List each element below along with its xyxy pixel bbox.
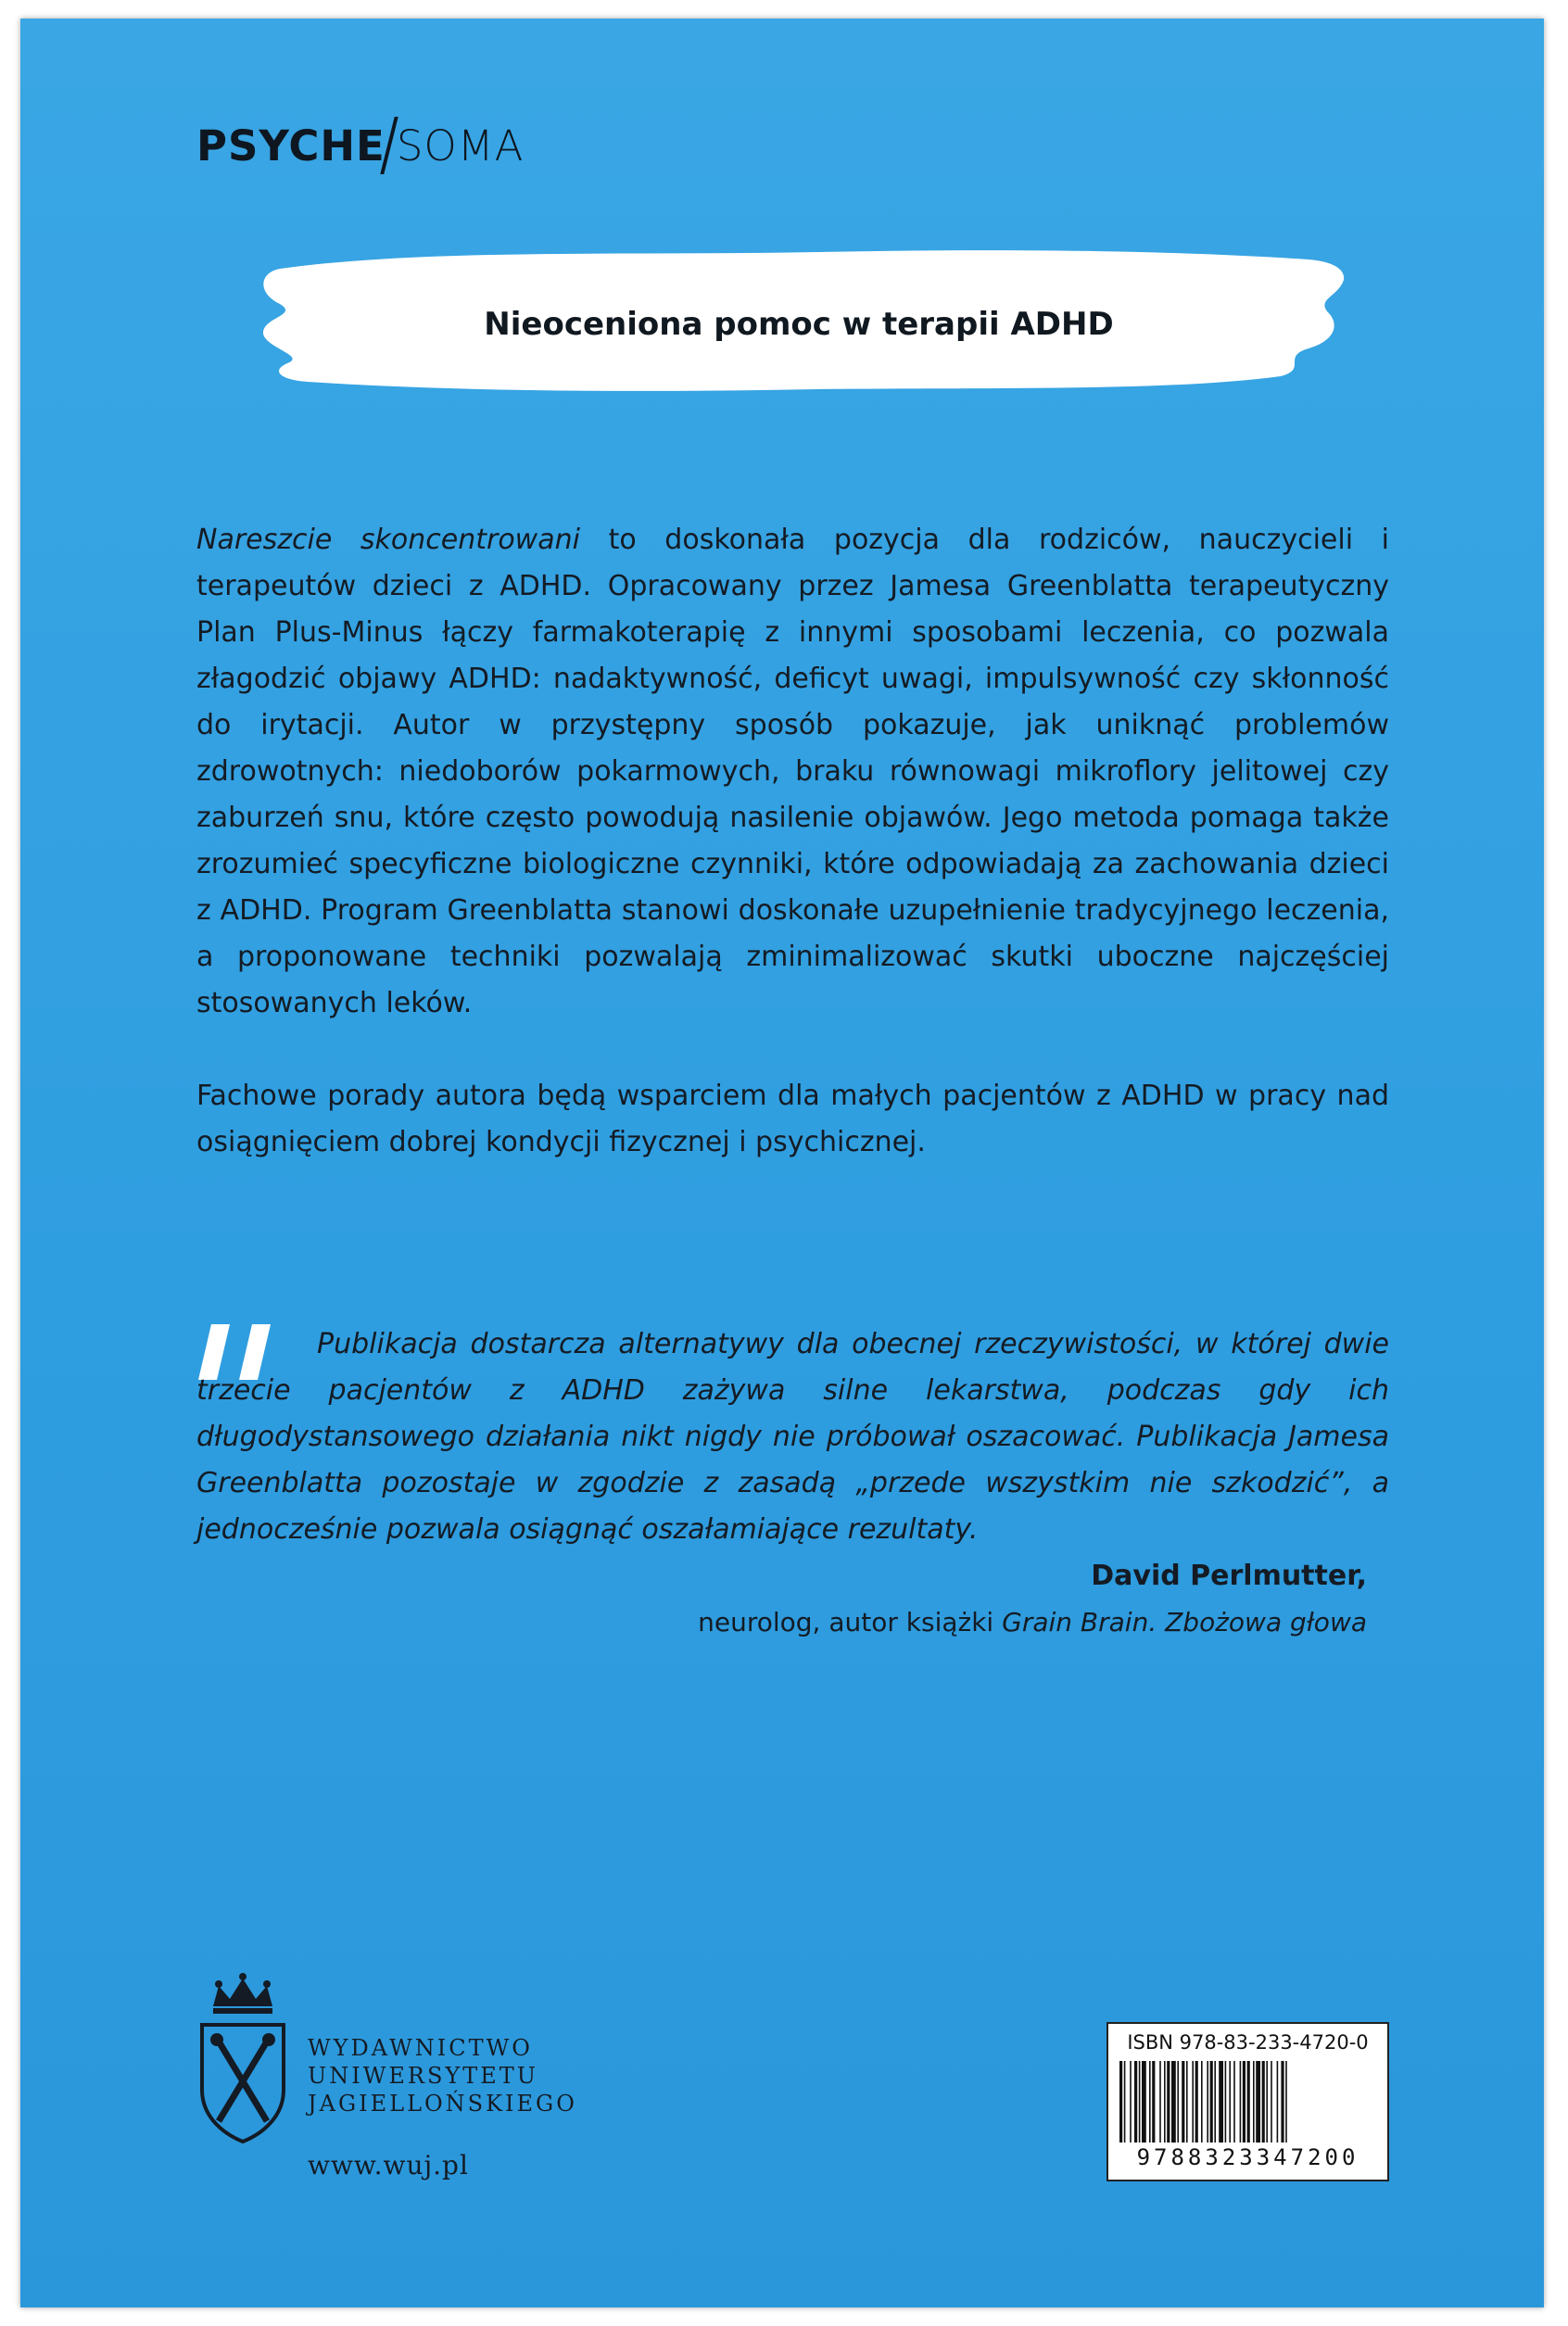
barcode-bar [1266,2061,1268,2143]
testimonial-author: David Perlmutter, [1091,1560,1367,1592]
isbn-label: ISBN 978-83-233-4720-0 [1127,2031,1369,2054]
barcode-bar [1159,2061,1161,2143]
barcode-bar [1130,2061,1132,2143]
barcode-bar [1214,2061,1216,2143]
barcode-bar [1195,2061,1198,2143]
description-paragraph-1-text: to doskonała pozycja dla rodziców, nauczycieli i terapeutów dzieci z ADHD. Opracowany przez Jamesa Greenblatta terapeutyczny Plan Plus-Minus łączy farmakoterapię z innymi sposobami leczenia, co pozwala złagodzić objawy ADHD: nadaktywność, deficyt uwagi, impulsywność czy skłonność do irytacji. Autor w przystępny sposób pokazuje, jak uniknąć problemów zdrowotnych: niedoborów pokarmowych, braku równowagi mikroflory jelitowej czy zaburzeń snu, które często powodują nasilenie objawów. Jego metoda pomaga także zrozumieć specyficzne biologiczne czynniki, które odpowiadają za zachowania dzieci z ADHD. Program Greenblatta stanowi doskonałe uzupełnienie tradycyjnego leczenia, a proponowane techniki pozwalają zminimalizować skutki uboczne najczęściej stosowanych leków. [196,524,1389,1019]
barcode-digits: 9788323347200 [1136,2144,1359,2170]
tagline-text: Nieoceniona pomoc w terapii ADHD [484,306,1114,343]
publisher-name [308,2034,577,2117]
barcode-bar [1210,2061,1213,2143]
publisher-name-line-1: WYDAWNICTWO [308,2035,533,2061]
barcode-bar [1243,2061,1246,2143]
barcode-bar [1149,2061,1151,2143]
barcode-bar [1233,2061,1235,2143]
description [196,517,1389,1166]
barcode-bar [1225,2061,1227,2143]
testimonial-quote: Publikacja dostarcza alternatywy dla obecnej rzeczywistości, w której dwie trzecie pacjentów z ADHD zażywa silne lekarstwa, podczas gdy ich długodystansowego działania nikt nigdy nie próbował oszacować. Publikacja Jamesa Greenblatta pozostaje w zgodzie z zasadą „przede wszystkim nie szkodzić”, a jednocześnie pozwala osiągnąć oszałamiające rezultaty. [196,1328,1389,1546]
barcode-bar [1171,2061,1176,2143]
barcode-bar [1119,2061,1122,2143]
series-logo-psyche: PSYCHE [196,120,386,171]
barcode-bar [1201,2061,1203,2143]
book-back-cover [20,19,1544,2307]
barcode-bar [1219,2061,1223,2143]
barcode-bar [1247,2061,1250,2143]
publisher-url: www.wuj.pl [308,2150,469,2181]
tagline-banner [243,232,1355,417]
barcode-bar [1277,2061,1279,2143]
barcode-bar [1139,2061,1141,2143]
isbn-barcode [1106,2022,1389,2181]
series-logo [196,113,524,178]
barcode-bar [1240,2061,1242,2143]
barcode-bar [1229,2061,1231,2143]
barcode-bar [1164,2061,1166,2143]
barcode-bar [1124,2061,1126,2143]
barcode-bar [1152,2061,1155,2143]
barcode-bar [1134,2061,1137,2143]
description-paragraph-2: Fachowe porady autora będą wsparciem dla małych pacjentów z ADHD w pracy nad osiągnięciem dobrej kondycji fizycznej i psychicznej. [196,1080,1389,1158]
barcode-bar [1256,2061,1260,2143]
series-logo-soma: SOMA [396,120,525,171]
barcode-bar [1253,2061,1255,2143]
publisher-crest-icon [196,1969,289,2155]
barcode-bar [1192,2061,1194,2143]
barcode-bar [1285,2061,1287,2143]
author-role-prefix: neurolog, autor książki [698,1607,1003,1637]
barcode-bar [1281,2061,1283,2143]
barcode-bar [1186,2061,1188,2143]
book-title-italic: Nareszcie skoncentrowani [196,524,580,556]
barcode-bar [1177,2061,1179,2143]
barcode-bar [1167,2061,1170,2143]
barcode-bar [1262,2061,1265,2143]
publisher-name-line-2: UNIWERSYTETU [308,2063,539,2089]
description-paragraph-1 [196,517,1389,1027]
barcode-bar [1271,2061,1272,2143]
barcode-bars-icon [1118,2061,1378,2144]
author-book-title: Grain Brain. Zbożowa głowa [1002,1607,1367,1637]
barcode-bar [1182,2061,1184,2143]
publisher-name-line-3: JAGIELLOŃSKIEGO [308,2091,577,2117]
testimonial-author-role [698,1599,1367,1646]
barcode-bar [1142,2061,1146,2143]
barcode-bar [1207,2061,1208,2143]
publisher-block [196,1969,660,2192]
